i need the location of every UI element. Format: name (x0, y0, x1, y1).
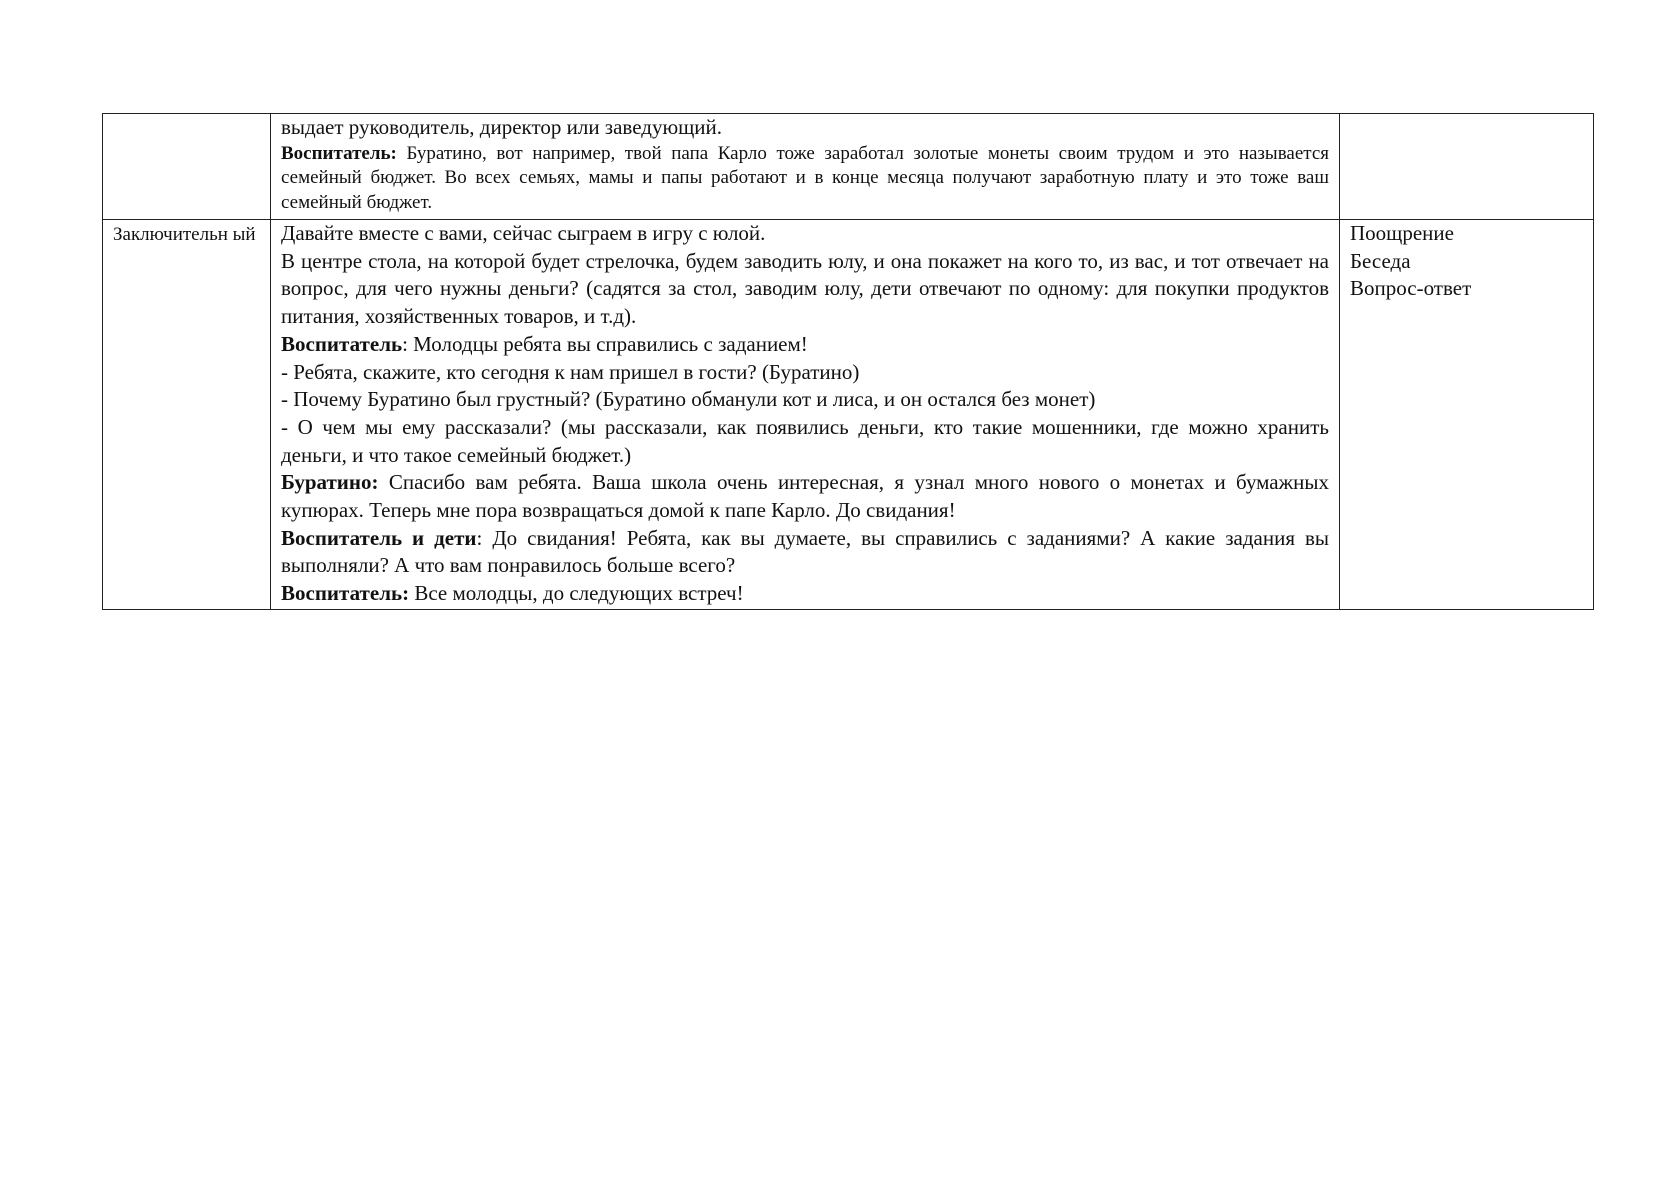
content-paragraph: - Ребята, скажите, кто сегодня к нам пришел в гости? (Буратино) (281, 359, 860, 384)
speaker-label: Воспитатель: (281, 581, 410, 606)
content-paragraph: Давайте вместе с вами, сейчас сыграем в игру с юлой. (281, 221, 766, 245)
table-row (103, 220, 1594, 610)
method-item: Беседа (1350, 248, 1411, 273)
speech-text: Все молодцы, до следующих встреч! (409, 581, 744, 606)
content-cell (271, 220, 1340, 610)
content-paragraph (281, 142, 1329, 216)
content-paragraph: выдает руководитель, директор или заведующий. (281, 115, 723, 139)
stage-label: Заключительн ый (113, 224, 256, 245)
content-paragraph (281, 525, 1329, 580)
methods-cell (1340, 114, 1594, 220)
speech-text: Буратино, вот например, твой папа Карло тоже заработал золотые монеты своим трудом и это называется семейный бюджет. Во всех семьях, мамы и папы работают и в конце месяца получают заработную плату и это тоже ваш семейный бюджет. (281, 142, 1329, 213)
table-row (103, 114, 1594, 220)
methods-cell (1340, 220, 1594, 610)
lesson-plan-table (102, 113, 1594, 610)
content-cell (271, 114, 1340, 220)
speech-text: : До свидания! Ребята, как вы думаете, вы справились с заданиями? А какие задания вы выполняли? А что вам понравилось больше всего? (281, 525, 1329, 578)
method-item: Поощрение (1350, 221, 1454, 245)
content-paragraph (281, 331, 1329, 359)
speech-text: : Молодцы ребята вы справились с заданием! (402, 331, 808, 356)
speaker-label: Буратино: (281, 470, 379, 495)
stage-label (113, 114, 260, 116)
content-paragraph (281, 469, 1329, 524)
speaker-label: Воспитатель и дети (281, 525, 477, 550)
speaker-label: Воспитатель: (281, 142, 397, 164)
speaker-label: Воспитатель (281, 331, 403, 356)
content-paragraph: - Почему Буратино был грустный? (Буратино обманули кот и лиса, и он остался без монет) (281, 387, 1096, 412)
content-paragraph (281, 580, 1329, 608)
stage-cell (103, 114, 271, 220)
speech-text: Спасибо вам ребята. Ваша школа очень интересная, я узнал много нового о монетах и бумажных купюрах. Теперь мне пора возвращаться домой к папе Карло. До свидания! (281, 470, 1329, 523)
stage-cell (103, 220, 271, 610)
content-paragraph: В центре стола, на которой будет стрелочка, будем заводить юлу, и она покажет на кого то, из вас, и тот отвечает на вопрос, для чего нужны деньги? (садятся за стол, заводим юлу, дети отвечают по одному: для покупки продуктов питания, хозяйственных товаров, и т.д). (281, 248, 1329, 329)
method-item: Вопрос-ответ (1350, 276, 1472, 301)
content-paragraph: - О чем мы ему рассказали? (мы рассказали, как появились деньги, кто такие мошенники, где можно хранить деньги, и что такое семейный бюджет.) (281, 414, 1329, 467)
